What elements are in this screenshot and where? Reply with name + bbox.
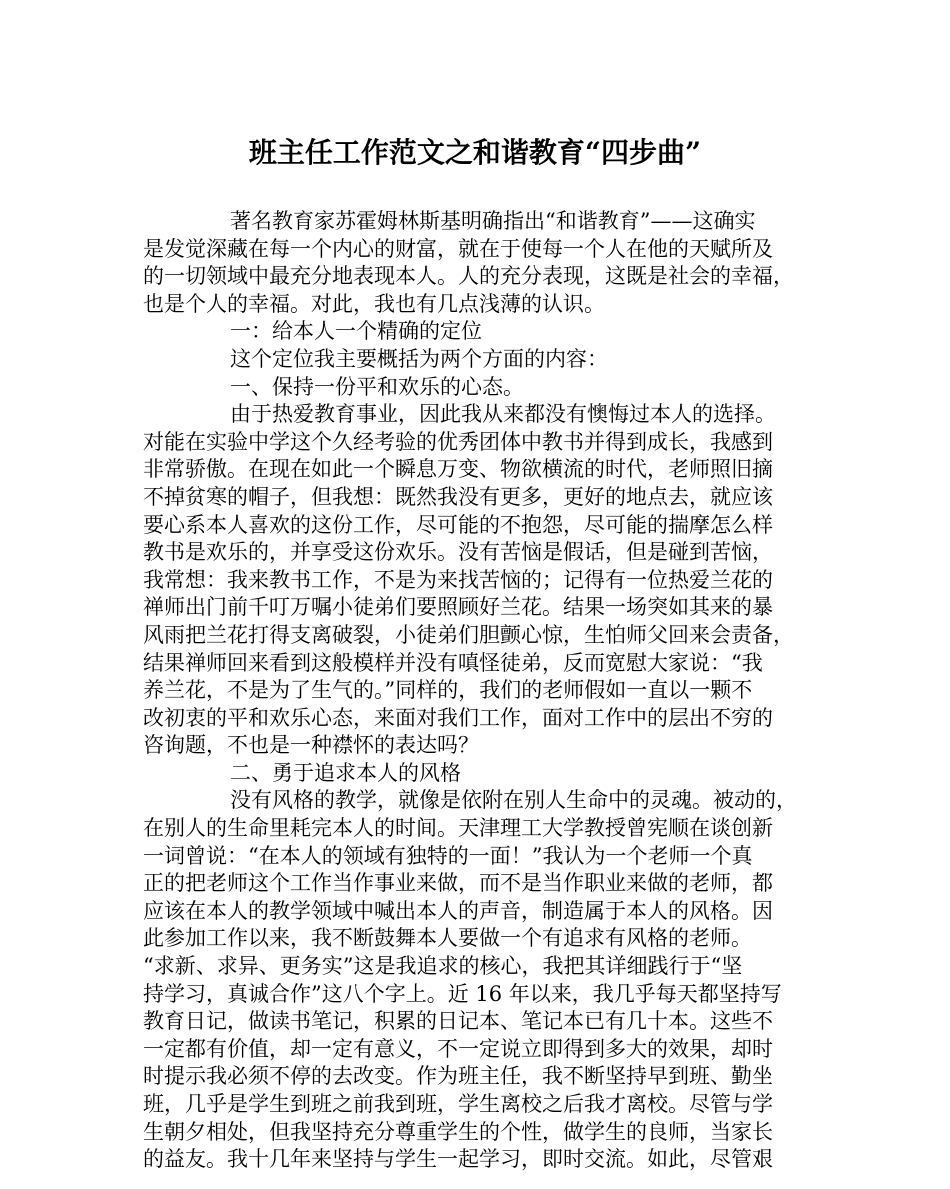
text-line: 正的把老师这个工作当作事业来做，而不是当作职业来做的老师，都 xyxy=(143,871,773,896)
text-line: 不掉贫寒的帽子，但我想：既然我没有更多，更好的地点去，就应该 xyxy=(143,484,773,509)
document-title: 班主任工作范文之和谐教育“四步曲” xyxy=(248,136,702,169)
text-line: 一词曾说：“在本人的领域有独特的一面！”我认为一个老师一个真 xyxy=(143,843,753,868)
text-line: 结果禅师回来看到这般模样并没有嗔怪徒弟，反而宽慰大家说：“我 xyxy=(143,650,763,675)
text-line: 著名教育家苏霍姆林斯基明确指出“和谐教育”——这确实 xyxy=(230,209,756,233)
text-line: 由于热爱教育事业，因此我从来都没有懊悔过本人的选择。 xyxy=(230,402,776,427)
text-line: 教书是欢乐的，并享受这份欢乐。没有苦恼是假话，但是碰到苦恼， xyxy=(143,540,773,565)
text-line: 此参加工作以来，我不断鼓舞本人要做一个有追求有风格的老师。 xyxy=(143,926,752,951)
text-line: 风雨把兰花打得支离破裂，小徒弟们胆颤心惊，生怕师父回来会责备， xyxy=(143,622,794,647)
text-line: 的一切领域中最充分地表现本人。人的充分表现，这既是社会的幸福， xyxy=(143,264,794,289)
subsection-heading: 二、勇于追求本人的风格 xyxy=(230,760,461,785)
text-line: 养兰花，不是为了生气的。”同样的，我们的老师假如一直以一颗不 xyxy=(143,678,753,703)
text-line: 的益友。我十几年来坚持与学生一起学习，即时交流。如此，尽管艰 xyxy=(143,1147,773,1172)
section-heading: 一：给本人一个精确的定位 xyxy=(230,319,482,344)
text-line: 持学习，真诚合作”这八个字上。近 16 年以来，我几乎每天都坚持写 xyxy=(143,981,782,1006)
text-line: 非常骄傲。在现在如此一个瞬息万变、物欲横流的时代，老师照旧摘 xyxy=(143,457,773,482)
text-line: 对能在实验中学这个久经考验的优秀团体中教书并得到成长，我感到 xyxy=(143,429,773,454)
text-line: 要心系本人喜欢的这份工作，尽可能的不抱怨，尽可能的揣摩怎么样 xyxy=(143,512,773,537)
text-line: 也是个人的幸福。对此，我也有几点浅薄的认识。 xyxy=(143,291,605,316)
text-line: 一定都有价值，却一定有意义，不一定说立即得到多大的效果，却时 xyxy=(143,1036,773,1061)
text-line: 没有风格的教学，就像是依附在别人生命中的灵魂。被动的， xyxy=(230,788,797,813)
text-line: 应该在本人的教学领域中喊出本人的声音，制造属于本人的风格。因 xyxy=(143,898,773,923)
text-line: 在别人的生命里耗完本人的时间。天津理工大学教授曾宪顺在谈创新 xyxy=(143,816,773,841)
text-line: 生朝夕相处，但我坚持充分尊重学生的个性，做学生的良师，当家长 xyxy=(143,1119,773,1144)
text-line: 咨询题，不也是一种襟怀的表达吗？ xyxy=(143,733,479,758)
text-line: 教育日记，做读书笔记，积累的日记本、笔记本已有几十本。这些不 xyxy=(143,1009,773,1034)
document-body xyxy=(143,208,823,1174)
text-line: 改初衷的平和欢乐心态，来面对我们工作，面对工作中的层出不穷的 xyxy=(143,705,773,730)
text-line: 这个定位我主要概括为两个方面的内容： xyxy=(230,346,608,371)
subsection-heading: 一、保持一份平和欢乐的心态。 xyxy=(230,374,524,399)
text-line: 时提示我必须不停的去改变。作为班主任，我不断坚持早到班、勤坐 xyxy=(143,1064,773,1089)
text-line: 我常想：我来教书工作，不是为来找苦恼的；记得有一位热爱兰花的 xyxy=(143,567,773,592)
text-line: 班，几乎是学生到班之前我到班，学生离校之后我才离校。尽管与学 xyxy=(143,1092,773,1116)
text-line: 是发觉深藏在每一个内心的财富，就在于使每一个人在他的天赋所及 xyxy=(143,236,773,261)
text-line: “求新、求异、更务实”这是我追求的核心，我把其详细践行于“坚 xyxy=(143,954,743,979)
text-line: 禅师出门前千叮万嘱小徒弟们要照顾好兰花。结果一场突如其来的暴 xyxy=(143,595,773,620)
